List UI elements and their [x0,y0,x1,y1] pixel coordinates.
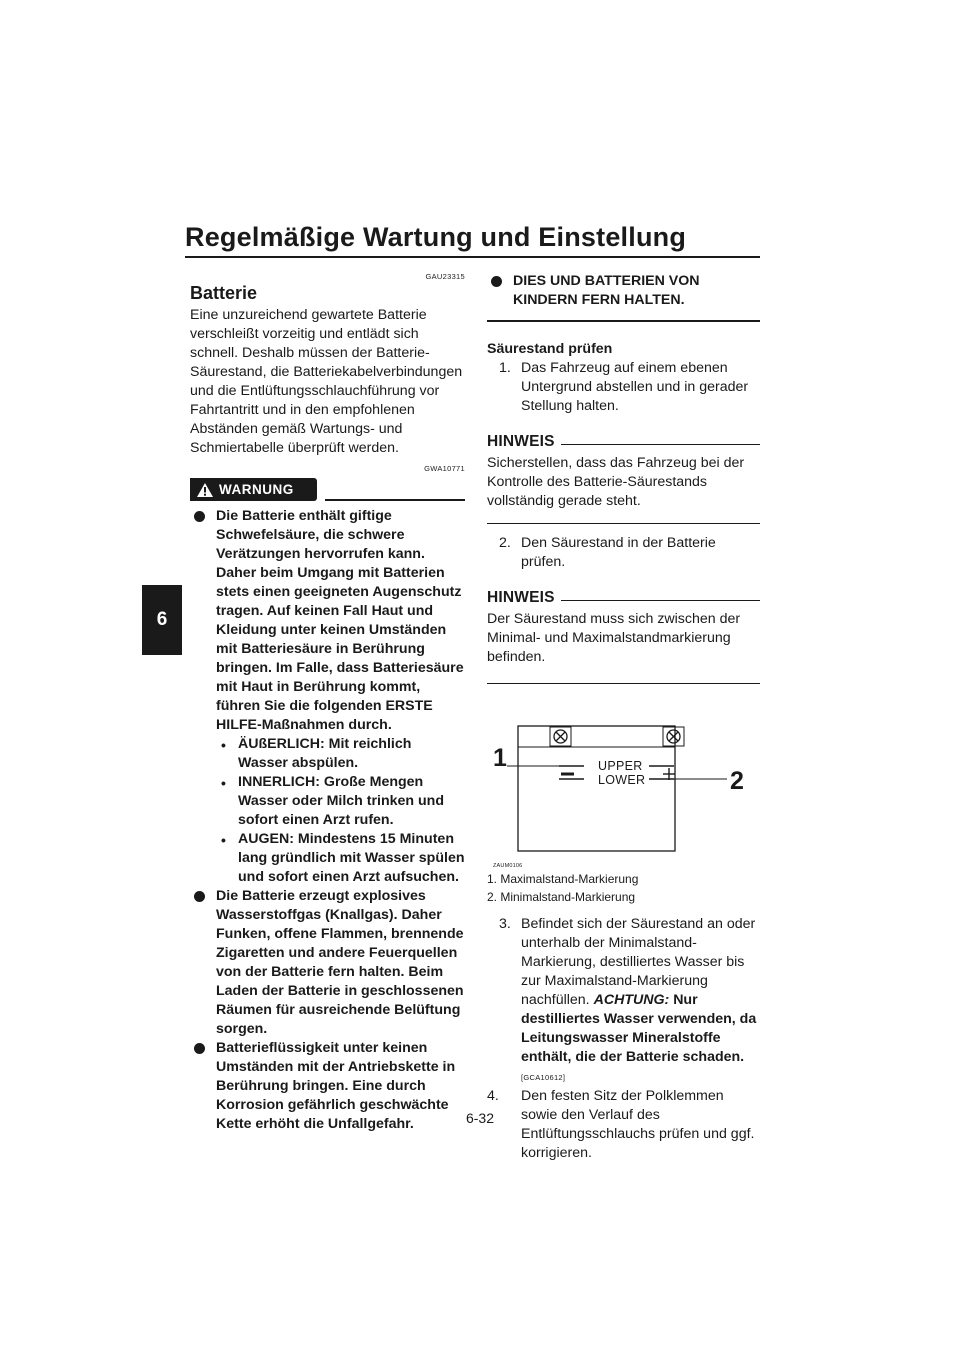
hinweis-end-rule [487,523,760,524]
hinweis-rule [561,444,760,445]
hinweis-header-2 [487,588,760,607]
warning-label: WARNUNG [219,482,294,497]
first-aid-eyes: • AUGEN: Mindestens 15 Minuten lang gründlich mit Wasser spülen und sofort einen Arzt aufsuchen. [221,831,465,885]
callout-2: 2 [730,767,744,795]
terminal-left-icon [554,730,567,743]
sub-bullet-icon: • [221,775,226,791]
bullet-dot-icon [194,1043,205,1054]
warning-bullet-1: Die Batterie enthält giftige Schwefelsäure, die schwere Verätzungen hervorrufen kann. Daher beim Umgang mit Batterien stets einen geeigneten Augenschutz tragen. Auf keinen Fall Haut und Kleidung unter keinen Umständen mit Batteriesäure in Berührung bringen. Im Falle, dass Batteriesäure mit Haut in Berührung kommt, führen Sie die folgenden ERSTE HILFE-Maßnahmen durch. [190,507,465,735]
terminal-right-icon [667,730,680,743]
first-aid-external: • ÄUßERLICH: Mit reichlich Wasser abspülen. [221,736,412,771]
achtung-code: [GCA10612] [521,1073,566,1082]
hinweis-end-rule [487,683,760,684]
callout-1: 1 [493,744,507,772]
upper-label: UPPER [598,759,643,773]
chapter-tab: 6 [142,585,182,655]
right-column [487,272,760,1163]
warning-code: GWA10771 [424,464,465,473]
section-title: Batterie [190,283,258,303]
warning-bullet-3: Batterieflüssigkeit unter keinen Umständen mit der Antriebskette in Berührung bringen. Eine durch Korrosion gefährlich geschwächte Kette erhöht die Unfallgefahr. [190,1039,465,1134]
step-2: 2. Den Säurestand in der Batterie prüfen. [499,535,716,570]
sub-heading: Säurestand prüfen [487,341,613,357]
sub-bullet-icon: • [221,832,226,848]
legend-1: 1. Maximalstand-Markierung [487,872,639,886]
warning-triangle-icon [196,482,214,498]
step-1: 1. Das Fahrzeug auf einem ebenen Untergrund abstellen und in gerader Stellung halten. [499,360,749,414]
step-4: 4. Den festen Sitz der Polklemmen sowie den Verlauf des Entlüftungsschlauchs prüfen und ggf. korrigieren. [487,1088,755,1161]
warning-bullet-4: DIES UND BATTERIEN VON KINDERN FERN HALTEN. [487,272,760,310]
sub-bullet-icon: • [221,737,226,753]
figure-code: ZAUM0106 [493,863,523,869]
first-aid-internal: • INNERLICH: Große Mengen Wasser oder Milch trinken und sofort einen Arzt rufen. [221,774,445,828]
intro-paragraph: Eine unzureichend gewartete Batterie verschleißt vorzeitig und entlädt sich schnell. Deshalb müssen der Batterie-Säurestand, die Batteriekabelverbindungen und die Entlüftungsschlauchführung vor Fahrtantritt und in den empfohlenen Abständen gemäß Wartungs- und Schmiertabelle überprüft werden. [190,307,463,456]
achtung-text: Nur destilliertes Wasser verwenden, da Leitungswasser Mineralstoffe enthält, die der Batterie schaden. [521,992,757,1065]
warning-rule [325,499,465,501]
left-column [190,272,465,1134]
warning-end-rule [487,320,760,322]
page-title: Regelmäßige Wartung und Einstellung [185,222,687,252]
warning-label-box [190,478,317,501]
warning-header [190,478,465,501]
hinweis-rule [561,600,760,601]
achtung-label: ACHTUNG: [593,992,670,1008]
bullet-dot-icon [194,891,205,902]
title-rule [185,256,760,258]
hinweis-text-2: Der Säurestand muss sich zwischen der Minimal- und Maximalstandmarkierung befinden. [487,611,741,665]
bullet-dot-icon [491,276,502,287]
page-number: 6-32 [465,1110,495,1126]
hinweis-label: HINWEIS [487,589,555,606]
battery-figure [487,714,760,869]
step-3: 3. Befindet sich der Säurestand an oder unterhalb der Minimalstand-Markierung, destilliertes Wasser bis zur Maximalstand-Markierung nachfüllen. ACHTUNG: Nur destilliertes Wasser verwenden, da Leitungswasser Mineralstoffe enthält, die der Batterie schaden. [GCA10612] [499,916,757,1082]
section-code: GAU23315 [425,272,465,281]
legend-2: 2. Minimalstand-Markierung [487,890,636,904]
lower-label: LOWER [598,773,646,787]
warning-bullet-2: Die Batterie erzeugt explosives Wasserstoffgas (Knallgas). Daher Funken, offene Flammen, brennende Zigaretten und andere Feuerquellen von der Batterie fern halten. Beim Laden der Batterie in geschlossenen Räumen für ausreichende Belüftung sorgen. [190,887,465,1039]
hinweis-label: HINWEIS [487,433,555,450]
hinweis-text-1: Sicherstellen, dass das Fahrzeug bei der Kontrolle des Batterie-Säurestands vollständig gerade steht. [487,455,745,509]
hinweis-header-1 [487,432,760,451]
bullet-dot-icon [194,511,205,522]
